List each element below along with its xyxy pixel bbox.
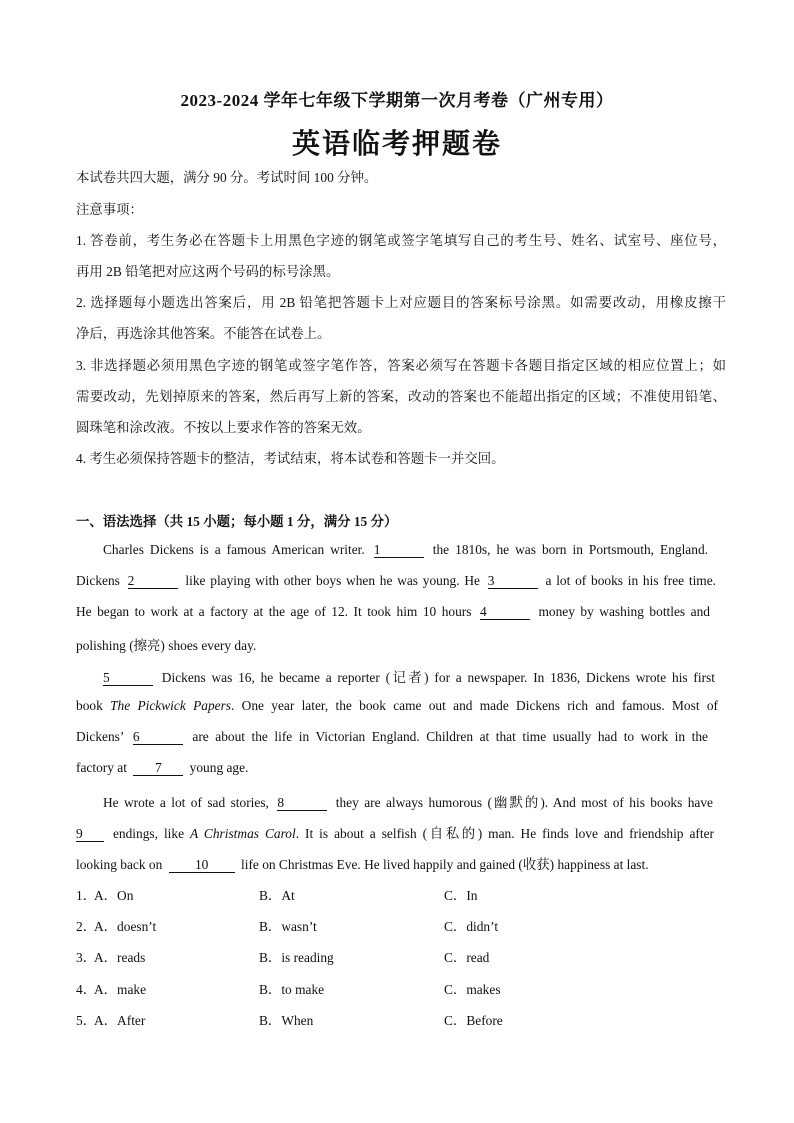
blank-7: 7 — [133, 761, 183, 776]
question-number: 4． — [76, 982, 97, 997]
passage-line — [76, 573, 716, 589]
passage-text: Dickens — [76, 573, 120, 588]
passage-text: like playing with other boys when he was young. He — [185, 573, 480, 588]
passage-text: book — [76, 698, 103, 713]
passage-text: Dickens’ — [76, 729, 124, 744]
option-c: C．makes — [444, 982, 501, 997]
passage-line — [103, 542, 708, 558]
passage-text: . It is about a selfish (自私的) man. He finds love and friendship after — [295, 826, 714, 841]
option-a: A．After — [94, 1013, 146, 1028]
blank-2: 2 — [128, 574, 178, 589]
passage-text: polishing (擦亮) shoes every day. — [76, 638, 257, 653]
passage-text: . One year later, the book came out and made Dickens rich and famous. Most of — [231, 698, 718, 713]
exam-subtitle: 英语临考押题卷 — [291, 129, 502, 160]
passage-text: He began to work at a factory at the age of 12. It took him 10 hours — [76, 604, 472, 619]
question-number: 1． — [76, 888, 97, 903]
notice-item-3-line-2: 需要改动，先划掉原来的答案，然后再写上新的答案，改动的答案也不能超出指定的区域；不准使用铅笔、 — [76, 389, 726, 404]
passage-line — [76, 729, 708, 745]
book-title: The Pickwick Papers — [110, 698, 232, 713]
passage-line — [103, 792, 713, 811]
passage-text: factory at — [76, 760, 127, 775]
option-a: A．make — [94, 982, 147, 997]
option-a: A．reads — [94, 950, 146, 965]
passage-text: money by washing bottles and — [538, 604, 710, 619]
passage-line — [103, 667, 715, 686]
passage-text: life on Christmas Eve. He lived happily and gained (收获) happiness at last. — [241, 857, 649, 872]
passage-text: He wrote a lot of sad stories, — [103, 795, 269, 810]
option-b: B．At — [259, 888, 295, 903]
exam-title: 2023-2024 学年七年级下学期第一次月考卷（广州专用） — [180, 91, 614, 110]
passage-line — [76, 635, 726, 654]
passage-text: a lot of books in his free time. — [545, 573, 716, 588]
section-1-heading: 一、语法选择（共 15 小题；每小题 1 分，满分 15 分） — [76, 514, 398, 529]
option-b: B．wasn’t — [259, 919, 317, 934]
notice-item-4: 4. 考生必须保持答题卡的整洁，考试结束，将本试卷和答题卡一并交回。 — [76, 451, 505, 466]
option-b: B．When — [259, 1013, 314, 1028]
notice-item-3-line-3: 圆珠笔和涂改液。不按以上要求作答的答案无效。 — [76, 420, 371, 435]
passage-text: looking back on — [76, 857, 163, 872]
passage-line — [76, 823, 714, 842]
question-number: 2． — [76, 919, 97, 934]
passage-text: young age. — [189, 760, 249, 775]
passage-text: Charles Dickens is a famous American writer. — [103, 542, 365, 557]
notice-item-2-line-2: 净后，再选涂其他答案。不能答在试卷上。 — [76, 326, 331, 341]
passage-line — [76, 760, 726, 776]
option-a: A．doesn’t — [94, 919, 157, 934]
blank-6: 6 — [133, 730, 183, 745]
notice-item-1-line-2: 再用 2B 铅笔把对应这两个号码的标号涂黑。 — [76, 264, 340, 279]
blank-3: 3 — [488, 574, 538, 589]
notice-item-1-line-1: 1. 答卷前，考生务必在答题卡上用黑色字迹的钢笔或签字笔填写自己的考生号、姓名、试室号、座位号， — [76, 233, 726, 248]
passage-line — [76, 604, 710, 620]
option-c: C．read — [444, 950, 490, 965]
passage-text: they are always humorous (幽默的). And most of his books have — [335, 795, 713, 810]
option-c: C．didn’t — [444, 919, 499, 934]
option-c: C．In — [444, 888, 478, 903]
notice-heading: 注意事项： — [76, 202, 143, 217]
question-number: 3． — [76, 950, 97, 965]
option-b: B．to make — [259, 982, 325, 997]
option-a: A．On — [94, 888, 134, 903]
option-b: B．is reading — [259, 950, 334, 965]
notice-item-3-line-1: 3. 非选择题必须用黑色字迹的钢笔或签字笔作答，答案必须写在答题卡各题目指定区域的相应位置上；如 — [76, 358, 726, 373]
question-number: 5． — [76, 1013, 97, 1028]
exam-summary: 本试卷共四大题，满分 90 分。考试时间 100 分钟。 — [76, 170, 378, 185]
notice-item-2-line-1: 2. 选择题每小题选出答案后，用 2B 铅笔把答题卡上对应题目的答案标号涂黑。如需要改动，用橡皮擦干 — [76, 295, 726, 310]
passage-line — [76, 854, 726, 873]
blank-5: 5 — [103, 671, 153, 686]
passage-text: endings, like — [112, 826, 185, 841]
passage-line — [76, 698, 718, 714]
blank-1: 1 — [374, 543, 424, 558]
blank-9: 9 — [76, 827, 104, 842]
option-c: C．Before — [444, 1013, 503, 1028]
blank-4: 4 — [480, 605, 530, 620]
blank-10: 10 — [169, 858, 235, 873]
passage-text: the 1810s, he was born in Portsmouth, England. — [432, 542, 708, 557]
book-title: A Christmas Carol — [190, 826, 296, 841]
passage-text: Dickens was 16, he became a reporter (记者) for a newspaper. In 1836, Dickens wrote his first — [161, 670, 715, 685]
blank-8: 8 — [277, 796, 327, 811]
passage-text: are about the life in Victorian England. Children at that time usually had to work in the — [192, 729, 708, 744]
